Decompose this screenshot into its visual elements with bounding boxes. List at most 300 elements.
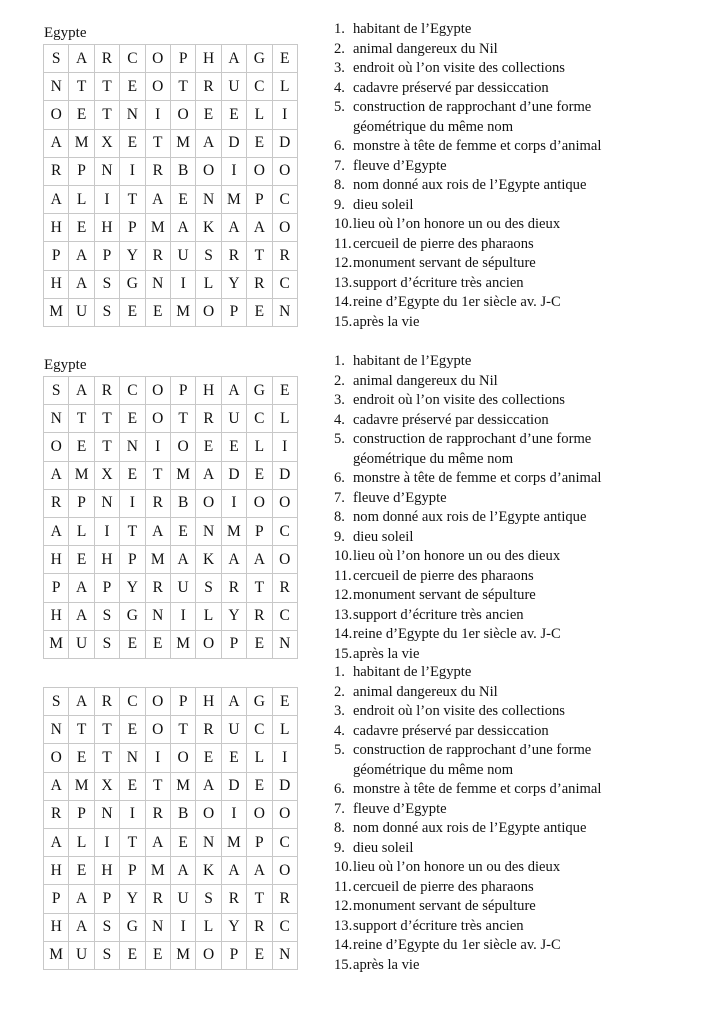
clue-item — [334, 625, 601, 645]
grid-cell: A — [196, 772, 221, 800]
grid-cell: E — [145, 941, 170, 969]
clue-text: lieu où l’on honore un ou des dieux — [353, 859, 561, 875]
grid-cell: Y — [221, 602, 246, 630]
grid-cell: E — [69, 214, 94, 242]
grid-cell: I — [272, 101, 297, 129]
clue-text: cercueil de pierre des pharaons — [353, 235, 534, 252]
grid-cell: R — [145, 242, 170, 270]
clue-text: reine d’Egypte du 1er siècle av. J-C — [353, 626, 561, 642]
clue-text: reine d’Egypte du 1er siècle av. J-C — [353, 937, 561, 953]
grid-cell: E — [272, 45, 297, 73]
clue-item — [334, 489, 601, 509]
grid-cell: R — [196, 405, 221, 433]
clue-number: 12. — [334, 587, 353, 603]
grid-cell: G — [120, 913, 145, 941]
grid-cell: A — [44, 517, 69, 545]
grid-cell: S — [196, 242, 221, 270]
grid-cell: L — [247, 744, 272, 772]
grid-cell: A — [145, 517, 170, 545]
grid-row — [44, 489, 298, 517]
grid-cell: M — [145, 857, 170, 885]
grid-cell: A — [221, 688, 246, 716]
grid-cell: E — [247, 772, 272, 800]
clue-number: 9. — [334, 196, 345, 213]
clue-text: nom donné aux rois de l’Egypte antique — [353, 509, 587, 525]
grid-cell: P — [94, 574, 119, 602]
clue-text: habitant de l’Egypte — [353, 21, 472, 37]
grid-cell: T — [69, 405, 94, 433]
grid-cell: N — [94, 157, 119, 185]
clue-text: dieu soleil — [353, 839, 414, 856]
clue-number: 11. — [334, 878, 352, 895]
grid-cell: L — [247, 101, 272, 129]
clue-number: 14. — [334, 937, 353, 953]
grid-cell: I — [120, 800, 145, 828]
grid-cell: N — [120, 744, 145, 772]
grid-cell: D — [221, 772, 246, 800]
grid-cell: E — [247, 461, 272, 489]
grid-cell: T — [94, 433, 119, 461]
grid-cell: H — [44, 602, 69, 630]
grid-cell: E — [170, 517, 195, 545]
grid-cell: U — [221, 405, 246, 433]
grid-row — [44, 45, 298, 73]
grid-cell: T — [170, 716, 195, 744]
clue-item — [334, 313, 601, 333]
grid-cell: B — [170, 157, 195, 185]
grid-cell: A — [69, 885, 94, 913]
grid-cell: R — [272, 574, 297, 602]
clue-number: 4. — [334, 79, 345, 96]
grid-cell: N — [44, 73, 69, 101]
grid-cell: E — [272, 688, 297, 716]
grid-cell: M — [170, 461, 195, 489]
clue-number: 11. — [334, 235, 352, 252]
grid-cell: E — [145, 298, 170, 326]
grid-cell: O — [272, 214, 297, 242]
clue-number: 13. — [334, 606, 353, 623]
grid-cell: O — [170, 101, 195, 129]
grid-cell: A — [69, 688, 94, 716]
grid-cell: E — [196, 744, 221, 772]
grid-cell: P — [221, 298, 246, 326]
clue-item — [334, 118, 601, 138]
grid-cell: O — [196, 941, 221, 969]
grid-cell: O — [145, 73, 170, 101]
grid-cell: O — [44, 744, 69, 772]
grid-cell: T — [120, 828, 145, 856]
clue-list — [334, 663, 601, 975]
grid-cell: S — [44, 45, 69, 73]
clue-number: 15. — [334, 313, 353, 330]
grid-cell: E — [69, 857, 94, 885]
grid-cell: P — [247, 185, 272, 213]
grid-cell: O — [170, 433, 195, 461]
clue-number: 8. — [334, 509, 345, 525]
clue-list — [334, 20, 601, 332]
clue-item — [334, 508, 601, 528]
grid-cell: P — [69, 489, 94, 517]
grid-cell: A — [170, 214, 195, 242]
grid-cell: L — [196, 913, 221, 941]
grid-cell: T — [145, 772, 170, 800]
grid-cell: C — [272, 913, 297, 941]
grid-cell: A — [44, 772, 69, 800]
grid-cell: L — [69, 517, 94, 545]
grid-cell: E — [145, 630, 170, 658]
grid-cell: I — [94, 185, 119, 213]
grid-cell: M — [170, 630, 195, 658]
grid-cell: C — [272, 185, 297, 213]
grid-cell: L — [247, 433, 272, 461]
grid-cell: R — [145, 800, 170, 828]
grid-cell: L — [69, 185, 94, 213]
grid-cell: R — [221, 574, 246, 602]
grid-cell: I — [272, 433, 297, 461]
clue-number: 13. — [334, 274, 353, 291]
clue-text: nom donné aux rois de l’Egypte antique — [353, 177, 587, 193]
clue-number: 4. — [334, 411, 345, 428]
clue-text: fleuve d’Egypte — [353, 157, 447, 174]
grid-row — [44, 461, 298, 489]
grid-cell: A — [170, 857, 195, 885]
grid-cell: M — [145, 546, 170, 574]
grid-cell: M — [221, 185, 246, 213]
puzzle-title: Egypte — [44, 25, 87, 41]
clue-text: fleuve d’Egypte — [353, 489, 447, 506]
clue-item — [334, 645, 601, 665]
grid-cell: P — [94, 242, 119, 270]
grid-cell: O — [247, 489, 272, 517]
puzzle-title: Egypte — [44, 357, 87, 373]
clue-item — [334, 98, 601, 118]
grid-cell: P — [120, 214, 145, 242]
clue-number: 8. — [334, 177, 345, 193]
grid-cell: D — [221, 461, 246, 489]
grid-cell: N — [44, 716, 69, 744]
grid-cell: I — [221, 489, 246, 517]
grid-cell: E — [120, 298, 145, 326]
clue-number: 5. — [334, 99, 345, 115]
clue-number: 9. — [334, 528, 345, 545]
grid-cell: Y — [120, 885, 145, 913]
clue-item — [334, 79, 601, 99]
clue-item — [334, 606, 601, 626]
grid-cell: H — [44, 857, 69, 885]
grid-cell: O — [272, 157, 297, 185]
grid-cell: U — [170, 242, 195, 270]
clue-text: habitant de l’Egypte — [353, 664, 472, 680]
grid-cell: A — [247, 214, 272, 242]
grid-cell: O — [272, 800, 297, 828]
grid-cell: I — [120, 157, 145, 185]
clue-item — [334, 40, 601, 60]
clue-item — [334, 567, 601, 587]
grid-row — [44, 913, 298, 941]
grid-cell: E — [120, 772, 145, 800]
grid-cell: I — [120, 489, 145, 517]
grid-cell: C — [272, 517, 297, 545]
clue-text: cercueil de pierre des pharaons — [353, 878, 534, 895]
grid-cell: A — [221, 377, 246, 405]
clue-text: cadavre préservé par dessiccation — [353, 411, 549, 428]
clue-item — [334, 741, 601, 761]
grid-cell: N — [120, 433, 145, 461]
grid-cell: P — [170, 45, 195, 73]
grid-cell: S — [94, 298, 119, 326]
grid-row — [44, 716, 298, 744]
clue-text: reine d’Egypte du 1er siècle av. J-C — [353, 294, 561, 310]
clue-item — [334, 215, 601, 235]
grid-cell: N — [272, 630, 297, 658]
grid-cell: R — [247, 270, 272, 298]
grid-cell: C — [120, 688, 145, 716]
grid-cell: A — [69, 242, 94, 270]
grid-cell: E — [247, 630, 272, 658]
grid-cell: R — [196, 716, 221, 744]
clue-number: 1. — [334, 664, 345, 680]
clue-number: 3. — [334, 60, 345, 76]
clue-number: 14. — [334, 626, 353, 642]
clue-item — [334, 254, 601, 274]
grid-cell: O — [247, 800, 272, 828]
grid-cell: A — [247, 857, 272, 885]
grid-cell: R — [221, 885, 246, 913]
grid-cell: E — [221, 101, 246, 129]
grid-cell: A — [196, 461, 221, 489]
grid-cell: P — [69, 157, 94, 185]
clue-text: géométrique du même nom — [353, 118, 514, 135]
clue-number: 10. — [334, 859, 353, 875]
grid-cell: H — [94, 857, 119, 885]
grid-cell: N — [196, 517, 221, 545]
clue-item — [334, 528, 601, 548]
grid-cell: T — [120, 185, 145, 213]
grid-cell: T — [170, 405, 195, 433]
word-search-grid — [43, 44, 298, 327]
grid-row — [44, 270, 298, 298]
grid-cell: H — [196, 377, 221, 405]
grid-cell: S — [94, 630, 119, 658]
grid-cell: R — [145, 574, 170, 602]
clue-text: lieu où l’on honore un ou des dieux — [353, 548, 561, 564]
grid-cell: A — [69, 913, 94, 941]
clue-item — [334, 586, 601, 606]
grid-cell: G — [247, 45, 272, 73]
grid-cell: A — [44, 129, 69, 157]
grid-cell: A — [69, 602, 94, 630]
clue-text: après la vie — [353, 645, 420, 662]
clue-text: cadavre préservé par dessiccation — [353, 79, 549, 96]
clue-item — [334, 936, 601, 956]
clue-text: lieu où l’on honore un ou des dieux — [353, 216, 561, 232]
clue-number: 15. — [334, 645, 353, 662]
grid-cell: M — [170, 772, 195, 800]
word-search-grid — [43, 376, 298, 659]
grid-row — [44, 298, 298, 326]
grid-cell: G — [120, 602, 145, 630]
grid-row — [44, 800, 298, 828]
grid-cell: E — [120, 461, 145, 489]
grid-cell: U — [170, 574, 195, 602]
grid-cell: O — [247, 157, 272, 185]
grid-row — [44, 433, 298, 461]
grid-cell: R — [145, 489, 170, 517]
clue-number: 7. — [334, 800, 345, 817]
grid-row — [44, 885, 298, 913]
clue-item — [334, 780, 601, 800]
grid-cell: E — [120, 630, 145, 658]
grid-cell: S — [94, 602, 119, 630]
grid-cell: U — [69, 630, 94, 658]
grid-cell: B — [170, 800, 195, 828]
clue-number: 10. — [334, 548, 353, 564]
clue-number: 1. — [334, 21, 345, 37]
grid-cell: O — [196, 489, 221, 517]
grid-cell: T — [120, 517, 145, 545]
grid-cell: K — [196, 214, 221, 242]
grid-cell: P — [247, 517, 272, 545]
clue-item — [334, 956, 601, 976]
grid-cell: P — [170, 688, 195, 716]
clue-text: construction de rapprochant d’une forme — [353, 742, 592, 758]
grid-cell: R — [247, 913, 272, 941]
grid-row — [44, 157, 298, 185]
clue-number: 7. — [334, 489, 345, 506]
grid-cell: I — [145, 433, 170, 461]
grid-row — [44, 941, 298, 969]
clue-number: 3. — [334, 703, 345, 719]
grid-cell: P — [69, 800, 94, 828]
grid-cell: M — [221, 828, 246, 856]
grid-cell: T — [69, 716, 94, 744]
clue-text: monument servant de sépulture — [353, 255, 536, 271]
grid-cell: A — [69, 377, 94, 405]
clue-item — [334, 663, 601, 683]
clue-text: monument servant de sépulture — [353, 587, 536, 603]
grid-cell: H — [44, 270, 69, 298]
grid-cell: M — [170, 941, 195, 969]
grid-row — [44, 242, 298, 270]
grid-row — [44, 377, 298, 405]
clue-item — [334, 722, 601, 742]
grid-cell: I — [94, 517, 119, 545]
grid-cell: C — [247, 405, 272, 433]
grid-cell: I — [272, 744, 297, 772]
clue-item — [334, 469, 601, 489]
clue-number: 8. — [334, 820, 345, 836]
grid-cell: R — [247, 602, 272, 630]
clue-number: 9. — [334, 839, 345, 856]
grid-cell: C — [272, 828, 297, 856]
grid-row — [44, 546, 298, 574]
grid-cell: A — [221, 214, 246, 242]
grid-cell: T — [94, 744, 119, 772]
grid-cell: N — [94, 489, 119, 517]
clue-item — [334, 411, 601, 431]
grid-cell: N — [94, 800, 119, 828]
grid-cell: O — [272, 489, 297, 517]
grid-cell: U — [69, 941, 94, 969]
clue-text: fleuve d’Egypte — [353, 800, 447, 817]
grid-row — [44, 101, 298, 129]
grid-cell: I — [170, 270, 195, 298]
clue-text: animal dangereux du Nil — [353, 40, 498, 57]
grid-cell: K — [196, 546, 221, 574]
grid-cell: E — [196, 101, 221, 129]
clue-number: 6. — [334, 138, 345, 154]
grid-cell: L — [272, 405, 297, 433]
grid-cell: R — [44, 800, 69, 828]
grid-cell: M — [221, 517, 246, 545]
clue-text: après la vie — [353, 956, 420, 973]
grid-cell: A — [221, 45, 246, 73]
grid-cell: S — [44, 377, 69, 405]
grid-cell: A — [69, 270, 94, 298]
grid-cell: N — [196, 828, 221, 856]
grid-cell: D — [221, 129, 246, 157]
grid-cell: O — [196, 630, 221, 658]
grid-cell: N — [196, 185, 221, 213]
clue-number: 13. — [334, 917, 353, 934]
grid-cell: T — [94, 716, 119, 744]
grid-cell: E — [69, 546, 94, 574]
grid-cell: T — [94, 405, 119, 433]
clue-item — [334, 59, 601, 79]
grid-cell: O — [145, 405, 170, 433]
grid-cell: U — [69, 298, 94, 326]
grid-cell: X — [94, 129, 119, 157]
grid-cell: C — [247, 73, 272, 101]
clue-number: 15. — [334, 956, 353, 973]
clue-text: monstre à tête de femme et corps d’animal — [353, 138, 602, 154]
grid-cell: C — [247, 716, 272, 744]
grid-cell: O — [44, 101, 69, 129]
grid-cell: P — [44, 885, 69, 913]
grid-cell: I — [221, 800, 246, 828]
clue-text: monstre à tête de femme et corps d’animal — [353, 781, 602, 797]
grid-cell: L — [272, 73, 297, 101]
grid-cell: R — [44, 489, 69, 517]
grid-row — [44, 214, 298, 242]
grid-cell: T — [247, 574, 272, 602]
clue-item — [334, 450, 601, 470]
grid-cell: E — [170, 828, 195, 856]
grid-cell: B — [170, 489, 195, 517]
clue-item — [334, 352, 601, 372]
clue-item — [334, 917, 601, 937]
grid-cell: T — [247, 885, 272, 913]
clue-item — [334, 137, 601, 157]
grid-cell: A — [221, 546, 246, 574]
grid-cell: X — [94, 461, 119, 489]
clue-number: 12. — [334, 898, 353, 914]
grid-cell: M — [69, 461, 94, 489]
grid-cell: N — [44, 405, 69, 433]
grid-cell: H — [196, 688, 221, 716]
grid-cell: E — [221, 744, 246, 772]
clue-text: dieu soleil — [353, 196, 414, 213]
grid-row — [44, 744, 298, 772]
grid-cell: O — [272, 857, 297, 885]
grid-cell: R — [44, 157, 69, 185]
grid-cell: C — [272, 270, 297, 298]
clue-number: 3. — [334, 392, 345, 408]
clue-text: endroit où l’on visite des collections — [353, 703, 565, 719]
clue-item — [334, 897, 601, 917]
grid-cell: A — [69, 574, 94, 602]
clue-item — [334, 176, 601, 196]
